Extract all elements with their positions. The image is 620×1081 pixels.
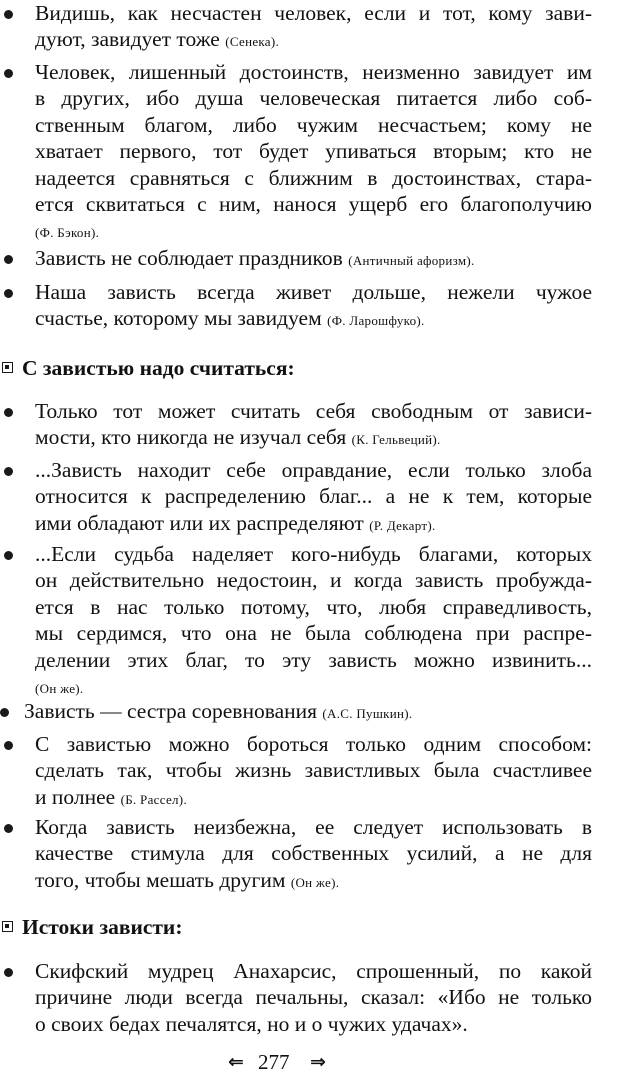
bullet-icon bbox=[0, 708, 9, 717]
quote-line: счастье, которому мы завидуем (Ф. Ларошфуко). bbox=[35, 306, 425, 331]
quote-line: и полнее (Б. Рассел). bbox=[35, 784, 187, 809]
quote-line: дуют, завидует тоже (Сенека). bbox=[35, 27, 280, 52]
next-page-arrow-icon: ⇒ bbox=[310, 1051, 326, 1073]
quote-line: в других, ибо душа человеческая питается либо соб- bbox=[35, 86, 592, 111]
section-heading-text: С завистью надо считаться: bbox=[22, 356, 295, 380]
quote-line bbox=[35, 217, 592, 246]
bullet-icon bbox=[4, 289, 13, 298]
quote-line: Скифский мудрец Анахарсис, спрошенный, по какой bbox=[35, 959, 592, 983]
prev-page-arrow-icon: ⇐ bbox=[228, 1051, 244, 1073]
quote-line: ется в нас только потому, что, любя справедливость, bbox=[35, 594, 592, 619]
quote-line: качестве стимула для собственных усилий, а не для bbox=[35, 841, 592, 866]
section-box-icon bbox=[2, 362, 13, 373]
quote-line: Когда зависть неизбежна, ее следует использовать в bbox=[35, 815, 592, 839]
bullet-icon bbox=[4, 968, 13, 977]
quote-line: надеется сравняться с ближним в достоинствах, стара- bbox=[35, 165, 592, 190]
section-box-icon bbox=[2, 921, 13, 932]
quote-line: С завистью можно бороться только одним способом: bbox=[35, 732, 592, 756]
bullet-icon bbox=[4, 255, 13, 264]
quote-line: мости, кто никогда не изучал себя (К. Гельвеций). bbox=[35, 425, 441, 450]
bullet-icon bbox=[4, 467, 13, 476]
quote-source: (А.С. Пушкин). bbox=[322, 706, 413, 721]
bullet-icon bbox=[4, 824, 13, 833]
page-footer bbox=[0, 1050, 620, 1076]
section-heading bbox=[0, 914, 620, 942]
quote-line: ...Зависть находит себе оправдание, если только злоба bbox=[35, 458, 592, 482]
quote-line: относится к распределению благ... а не к тем, которые bbox=[35, 484, 592, 509]
bullet-icon bbox=[4, 69, 13, 78]
section-heading-text: Истоки зависти: bbox=[22, 915, 183, 939]
quote-line: ственным благом, либо чужим несчастьем; кому не bbox=[35, 112, 592, 137]
quote-line: Зависть — сестра соревнования (А.С. Пушкин). bbox=[24, 699, 413, 723]
quote-source: (Ф. Бэкон). bbox=[35, 225, 100, 241]
quote-source: (Античный афоризм). bbox=[348, 253, 475, 268]
quote-line: причине люди всегда печальны, сказал: «Ибо не только bbox=[35, 985, 592, 1010]
quote-line: мы сердимся, что она не была соблюдена при распре- bbox=[35, 621, 592, 646]
quote-line: того, чтобы мешать другим (Он же). bbox=[35, 867, 340, 892]
bullet-icon bbox=[4, 408, 13, 417]
bullet-icon bbox=[4, 551, 13, 560]
quote-source: (Б. Рассел). bbox=[120, 791, 187, 807]
bullet-icon bbox=[4, 10, 13, 19]
quote-line: ...Если судьба наделяет кого-нибудь благами, которых bbox=[35, 542, 592, 566]
quote-line: о своих бедах печалятся, но и о чужих удачах». bbox=[35, 1011, 468, 1036]
page-number: 277 bbox=[258, 1050, 290, 1074]
quote-line: Видишь, как несчастен человек, если и тот, кому зави- bbox=[35, 1, 592, 25]
section-heading bbox=[0, 355, 620, 383]
quote-line: он действительно недостоин, и когда зависть пробужда- bbox=[35, 568, 592, 593]
bullet-icon bbox=[4, 741, 13, 750]
quote-line: Наша зависть всегда живет дольше, нежели чужое bbox=[35, 280, 592, 304]
quote-line: ется сквитаться с ним, нанося ущерб его благополучию bbox=[35, 192, 592, 216]
quote-line: делении этих благ, то эту зависть можно извинить... bbox=[35, 647, 592, 672]
quote-source: (Он же). bbox=[290, 874, 340, 890]
quote-line: хватает первого, тот будет упиваться вторым; кто не bbox=[35, 139, 592, 164]
quote-line: сделать так, чтобы жизнь завистливых была счастливее bbox=[35, 758, 592, 783]
quote-source: (Ф. Ларошфуко). bbox=[327, 313, 425, 329]
quote-source: (Сенека). bbox=[225, 34, 280, 50]
quote-source: (К. Гельвеций). bbox=[351, 432, 441, 448]
quote-line: Человек, лишенный достоинств, неизменно завидует им bbox=[35, 60, 592, 84]
quote-line: Только тот может считать себя свободным от зависи- bbox=[35, 399, 592, 423]
quote-source: (Р. Декарт). bbox=[369, 517, 436, 533]
quote-line: Зависть не соблюдает праздников (Античный афоризм). bbox=[35, 246, 475, 270]
quote-source: (Он же). bbox=[35, 681, 84, 696]
quote-line: ими обладают или их распределяют (Р. Декарт). bbox=[35, 510, 436, 535]
